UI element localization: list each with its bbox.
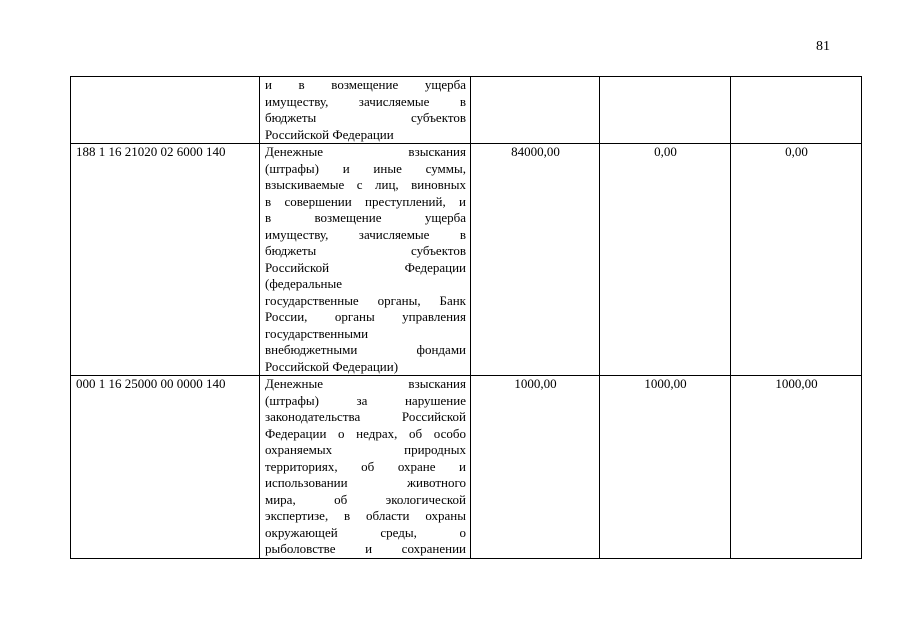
description-cell <box>260 144 471 376</box>
description-line: Российской Федерации <box>265 126 394 142</box>
description-line: в совершении преступлений, и <box>265 193 466 209</box>
description-line: экспертизе, в области охраны <box>265 508 466 523</box>
amount-cell-1: 84000,00 <box>471 144 600 376</box>
description-line: Федерации о недрах, об особо <box>265 425 466 441</box>
amount-cell-1: 1000,00 <box>471 376 600 559</box>
amount-cell-3: 0,00 <box>731 144 862 376</box>
description-line: Российской Федерации) <box>265 358 399 374</box>
description-line: государственные органы, Банк <box>265 292 466 308</box>
description-line: территориях, об охране и <box>265 458 466 474</box>
table-row <box>71 144 862 376</box>
budget-code-cell: 000 1 16 25000 00 0000 140 <box>71 376 260 559</box>
amount-cell-3: 1000,00 <box>731 376 862 559</box>
description-cell <box>260 77 471 144</box>
description-line: внебюджетными фондами <box>265 342 466 357</box>
description-cell <box>260 376 471 559</box>
amount-cell-1 <box>471 77 600 144</box>
description-line: (штрафы) за нарушение <box>265 392 466 408</box>
page-number: 81 <box>816 39 830 54</box>
budget-code-cell: 188 1 16 21020 02 6000 140 <box>71 144 260 376</box>
description-line: законодательства Российской <box>265 409 466 424</box>
description-line: и в возмещение ущерба <box>265 77 466 92</box>
description-line: (федеральные <box>265 276 342 291</box>
amount-cell-2: 0,00 <box>600 144 731 376</box>
description-line: мира, об экологической <box>265 491 466 507</box>
amount-cell-2: 1000,00 <box>600 376 731 559</box>
description-line: Денежные взыскания <box>265 144 466 159</box>
description-line: окружающей среды, о <box>265 524 466 540</box>
description-line: бюджеты субъектов <box>265 110 466 125</box>
description-line: имуществу, зачисляемые в <box>265 226 466 242</box>
budget-code-cell <box>71 77 260 144</box>
description-line: государственными <box>265 325 369 341</box>
budget-revenue-table <box>70 76 862 559</box>
table-body <box>71 77 862 559</box>
amount-cell-3 <box>731 77 862 144</box>
description-line: Российской Федерации <box>265 259 466 275</box>
description-line: в возмещение ущерба <box>265 210 466 225</box>
description-line: охраняемых природных <box>265 442 466 457</box>
description-line: бюджеты субъектов <box>265 243 466 258</box>
description-line: взыскиваемые с лиц, виновных <box>265 177 466 192</box>
table-row <box>71 376 862 559</box>
description-line: имуществу, зачисляемые в <box>265 93 466 109</box>
amount-cell-2 <box>600 77 731 144</box>
description-line: России, органы управления <box>265 309 466 324</box>
description-line: использовании животного <box>265 475 466 490</box>
table-row <box>71 77 862 144</box>
description-line: Денежные взыскания <box>265 376 466 391</box>
description-line: рыболовстве и сохранении <box>265 541 466 556</box>
description-line: (штрафы) и иные суммы, <box>265 160 466 176</box>
